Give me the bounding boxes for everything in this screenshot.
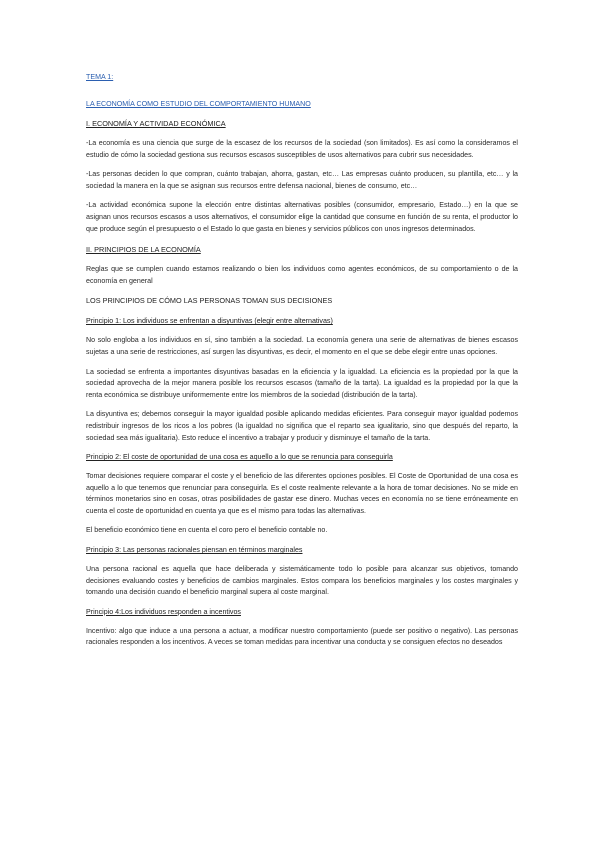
paragraph: Incentivo: algo que induce a una persona a actuar, a modificar nuestro comportamiento (puede ser positivo o negativo). Las personas racionales responden a los incentivos. A veces se toman medidas para incentivar una conducta y se consiguen efectos no deseados (86, 626, 518, 647)
paragraph: La disyuntiva es; debemos conseguir la mayor igualdad posible aplicando medidas eficientes. Para conseguir mayor igualdad podemos redistribuir ingresos de los ricos a los pobres (la igualdad no significa que el reparto sea igualitario, sino que después del reparto, la sociedad sea más igualitaria). Esto reduce el incentivo a trabajar y producir y disminuye el tamaño de la tarta. (86, 410, 518, 442)
paragraph: Tomar decisiones requiere comparar el coste y el beneficio de las diferentes opciones posibles. El Coste de Oportunidad de una cosa es aquello a lo que tenemos que renunciar para conseguirla. Es el coste realmente relevante a la hora de tomar decisiones. No se mide en términos monetarios sino en cosas, otras posibilidades de gastar ese dinero. Muchas veces en economía no se tiene erróneamente en cuenta el coste de oportunidad en cuenta ya que es el mismo para todas las alternativas. (86, 472, 518, 515)
document-page (86, 72, 518, 657)
section-heading-economia: I. ECONOMÍA Y ACTIVIDAD ECONÓMICA (86, 119, 226, 128)
paragraph: Reglas que se cumplen cuando estamos realizando o bien los individuos como agentes económicos, de su comportamiento o de la economía en general (86, 265, 518, 285)
principio-1-title: Principio 1: Los individuos se enfrentan a disyuntivas (elegir entre alternativas) (86, 317, 333, 326)
principio-2-title: Principio 2: El coste de oportunidad de una cosa es aquello a lo que se renuncia para conseguirla (86, 453, 393, 462)
paragraph: Una persona racional es aquella que hace deliberada y sistemáticamente todo lo posible para alcanzar sus objetivos, tomando decisiones evaluando costes y beneficios de cambios marginales. Estos compara los beneficios marginales y los costes marginales y tomando una decisión cuando el beneficio marginal supera al coste marginal. (86, 565, 518, 597)
principio-4-title: Principio 4:Los individuos responden a incentivos (86, 607, 241, 616)
paragraph: El beneficio económico tiene en cuenta el coro pero el beneficio contable no. (86, 526, 328, 535)
section-heading-principios: II. PRINCIPIOS DE LA ECONOMÍA (86, 245, 201, 255)
paragraph: La sociedad se enfrenta a importantes disyuntivas basadas en la eficiencia y la igualdad. La eficiencia es la propiedad por la que la sociedad aprovecha de la mejor manera posible los recursos escasos (tamaño de la tarta). La igualdad es la propiedad por la que la renta económica se distribuye uniformemente entre los miembros de la sociedad (distribución de la tarta). (86, 367, 518, 399)
title-link[interactable]: LA ECONOMÍA COMO ESTUDIO DEL COMPORTAMIENTO HUMANO (86, 100, 311, 108)
principio-3-title: Principio 3: Las personas racionales piensan en términos marginales (86, 546, 303, 555)
paragraph: -La actividad económica supone la elección entre distintas alternativas posibles (consumidor, empresario, Estado…) en la que se asignan unos recursos escasos a usos alternativos, el consumidor elige la cantidad que consume en función de su renta, el productor lo que produce según el presupuesto o el Estado lo que gasta en bienes y servicios públicos con unos ingresos determinados. (86, 201, 518, 233)
paragraph: No solo engloba a los individuos en sí, sino también a la sociedad. La economía genera una serie de alternativas de bienes escasos sujetas a una serie de restricciones, así surgen las disyuntivas, es decir, el momento en el que se debe elegir entre unas opciones. (86, 336, 518, 356)
paragraph: -La economía es una ciencia que surge de la escasez de los recursos de la sociedad (son limitados). Es así como la consideramos el estudio de cómo la sociedad gestiona sus recursos escasos susceptibles de usos alternativos para cubrir sus necesidades. (86, 139, 518, 159)
subheading-decisiones: LOS PRINCIPIOS DE CÓMO LAS PERSONAS TOMAN SUS DECISIONES (86, 296, 333, 306)
paragraph: -Las personas deciden lo que compran, cuánto trabajan, ahorra, gastan, etc… Las empresas cuánto producen, su plantilla, etc… y la sociedad la manera en la que se asignan sus recursos entre defensa nacional, bienes de consumo, etc… (86, 170, 518, 190)
tema-link[interactable]: TEMA 1: (86, 73, 114, 81)
